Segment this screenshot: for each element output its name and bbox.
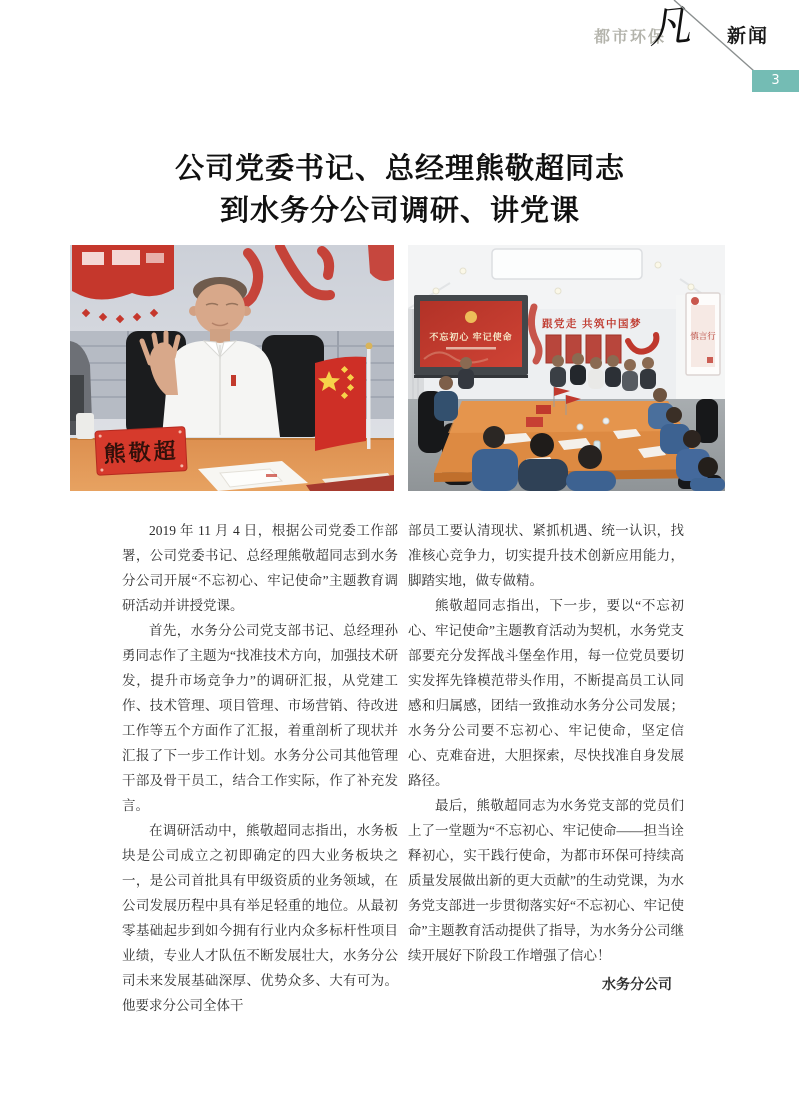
screen-slide-text: 不忘初心 牢记使命 [429, 332, 513, 342]
article-signature: 水务分公司 [602, 976, 672, 992]
wall-slogan-text: 跟党走 共筑中国梦 [541, 319, 643, 330]
name-placard [95, 427, 187, 476]
calligraphy-poster [686, 293, 720, 375]
paragraph-continuation: 部员工要认清现状、紧抓机遇、统一认识，找准核心竞争力，切实提升技术创新应用能力，脚踏实地，做专做精。 [408, 523, 684, 588]
brand-logo-text: 都市环保 [594, 29, 667, 46]
body-column-left [122, 518, 398, 1018]
photo-meeting-art [408, 245, 725, 491]
paragraph: 首先，水务分公司党支部书记、总经理孙勇同志作了主题为“找准技术方向，加强技术研发，提升市场竞争力”的调研汇报，从党建工作、技术管理、项目管理、市场营销、待改进工作等五个方面作了汇报，着重剖析了现状并汇报了下一步工作计划。水务分公司其他管理干部及骨干员工，结合工作实际，作了补充发言。 [122, 623, 398, 813]
paper-cup [76, 413, 94, 439]
section-label: 新闻 [727, 26, 770, 47]
poster-text: 慎言行 [690, 331, 716, 341]
photo-speaker-art [70, 245, 394, 491]
article-title [0, 148, 800, 232]
paragraph: 最后，熊敬超同志为水务党支部的党员们上了一堂题为“不忘初心、牢记使命——担当诠释初心，实干践行使命，为都市环保可持续高质量发展做出新的更大贡献”的生动党课，为水务党支部进一步贯彻落实好“不忘初心、牢记使命”主题教育活动提供了指导，为水务分公司继续开展好下阶段工作增强了信心！ [408, 798, 684, 963]
header-diagonal-line [660, 0, 770, 80]
body-column-right [408, 518, 684, 997]
brand-calligraphy-glyph: 凡 [645, 0, 693, 54]
title-line-1: 公司党委书记、总经理熊敬超同志 [174, 153, 625, 185]
page-number-badge: 3 [752, 70, 799, 92]
paragraph: 2019 年 11 月 4 日，根据公司党委工作部署，公司党委书记、总经理熊敬超同志到水务分公司开展“不忘初心、牢记使命”主题教育调研活动并讲授党课。 [122, 523, 398, 613]
photo-meeting-room [408, 245, 725, 491]
name-plate-text: 熊敬超 [102, 437, 180, 467]
title-line-2: 到水务分公司调研、讲党课 [219, 195, 580, 227]
paragraph: 熊敬超同志指出，下一步，要以“不忘初心、牢记使命”主题教育活动为契机，水务党支部要充分发挥战斗堡垒作用，每一位党员要切实发挥先锋模范带头作用，不断提高员工认同感和归属感，团结一致推动水务分公司发展；水务分公司要不忘初心、牢记使命，坚定信心、克难奋进，大胆探索，尽快找准自身发展路径。 [408, 598, 684, 788]
photo-speaker [70, 245, 394, 491]
paragraph: 在调研活动中，熊敬超同志指出，水务板块是公司成立之初即确定的四大业务板块之一，是公司首批具有甲级资质的业务领域，在公司发展历程中具有举足轻重的地位。从最初零基础起步到如今拥有行业内众多标杆性项目业绩，专业人才队伍不断发展壮大，水务分公司未来发展基础深厚、优势众多、大有可为。他要求分公司全体干 [122, 823, 398, 1013]
